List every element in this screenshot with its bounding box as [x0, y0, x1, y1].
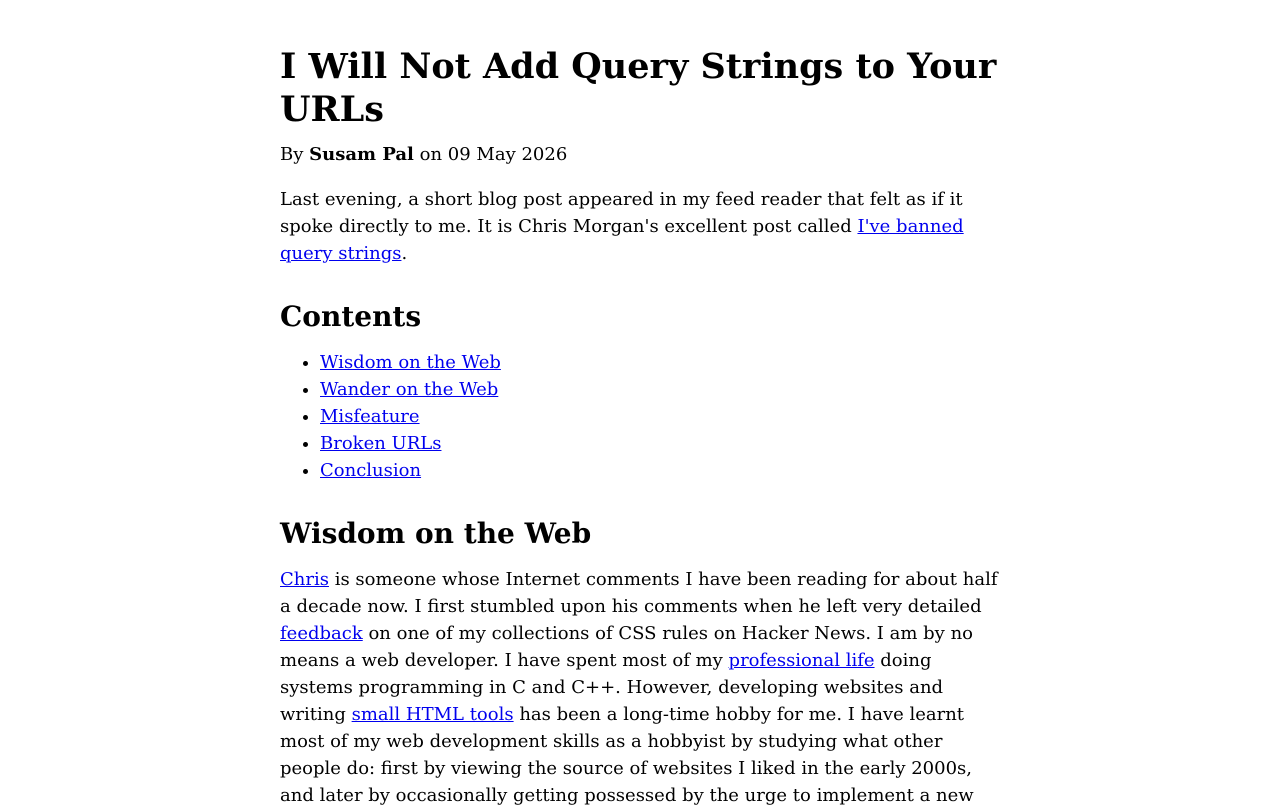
professional-life-link[interactable]: professional life	[728, 650, 875, 671]
chris-link[interactable]: Chris	[280, 569, 329, 590]
contents-link-wisdom-on-the-web[interactable]: Wisdom on the Web	[320, 352, 501, 373]
contents-list	[280, 349, 1000, 484]
contents-item	[320, 376, 1000, 403]
wisdom-paragraph	[280, 566, 1000, 809]
banned-query-strings-link[interactable]: I've banned query strings	[280, 216, 964, 264]
author-name: Susam Pal	[309, 144, 414, 165]
contents-heading: Contents	[280, 300, 422, 333]
contents-link-conclusion[interactable]: Conclusion	[320, 460, 422, 481]
byline	[280, 141, 1000, 168]
wisdom-text-4: has been a long-time hobby for me. I have learnt most of my web development skills as a hobbyist by studying what other people do: first by viewing the source of websites I liked in the early 2000s, and later by occasionally getting possessed by the urge to implement a new	[280, 704, 974, 806]
wisdom-text-3: doing systems programming in C and C++. However, developing websites and writing	[280, 650, 944, 725]
contents-item	[320, 457, 1000, 484]
contents-link-broken-urls[interactable]: Broken URLs	[320, 433, 442, 454]
small-html-tools-link[interactable]: small HTML tools	[351, 704, 514, 725]
intro-text: Last evening, a short blog post appeared in my feed reader that felt as if it spoke directly to me. It is Chris Morgan's excellent post called	[280, 189, 963, 237]
page-title: I Will Not Add Query Strings to Your URLs	[280, 46, 997, 130]
wisdom-text-1: is someone whose Internet comments I have been reading for about half a decade now. I first stumbled upon his comments when he left very detailed	[280, 569, 998, 617]
feedback-link[interactable]: feedback	[280, 623, 363, 644]
contents-item	[320, 403, 1000, 430]
byline-prefix: By	[280, 144, 304, 165]
wisdom-text-2: on one of my collections of CSS rules on Hacker News. I am by no means a web developer. I have spent most of my	[280, 623, 973, 671]
intro-text-end: .	[401, 243, 408, 264]
article	[280, 0, 1000, 809]
section-heading-wisdom: Wisdom on the Web	[280, 517, 592, 550]
byline-middle: on	[419, 144, 443, 165]
intro-paragraph	[280, 186, 1000, 267]
contents-link-misfeature[interactable]: Misfeature	[320, 406, 420, 427]
contents-item	[320, 349, 1000, 376]
post-date: 09 May 2026	[447, 144, 568, 165]
contents-link-wander-on-the-web[interactable]: Wander on the Web	[320, 379, 499, 400]
contents-item	[320, 430, 1000, 457]
